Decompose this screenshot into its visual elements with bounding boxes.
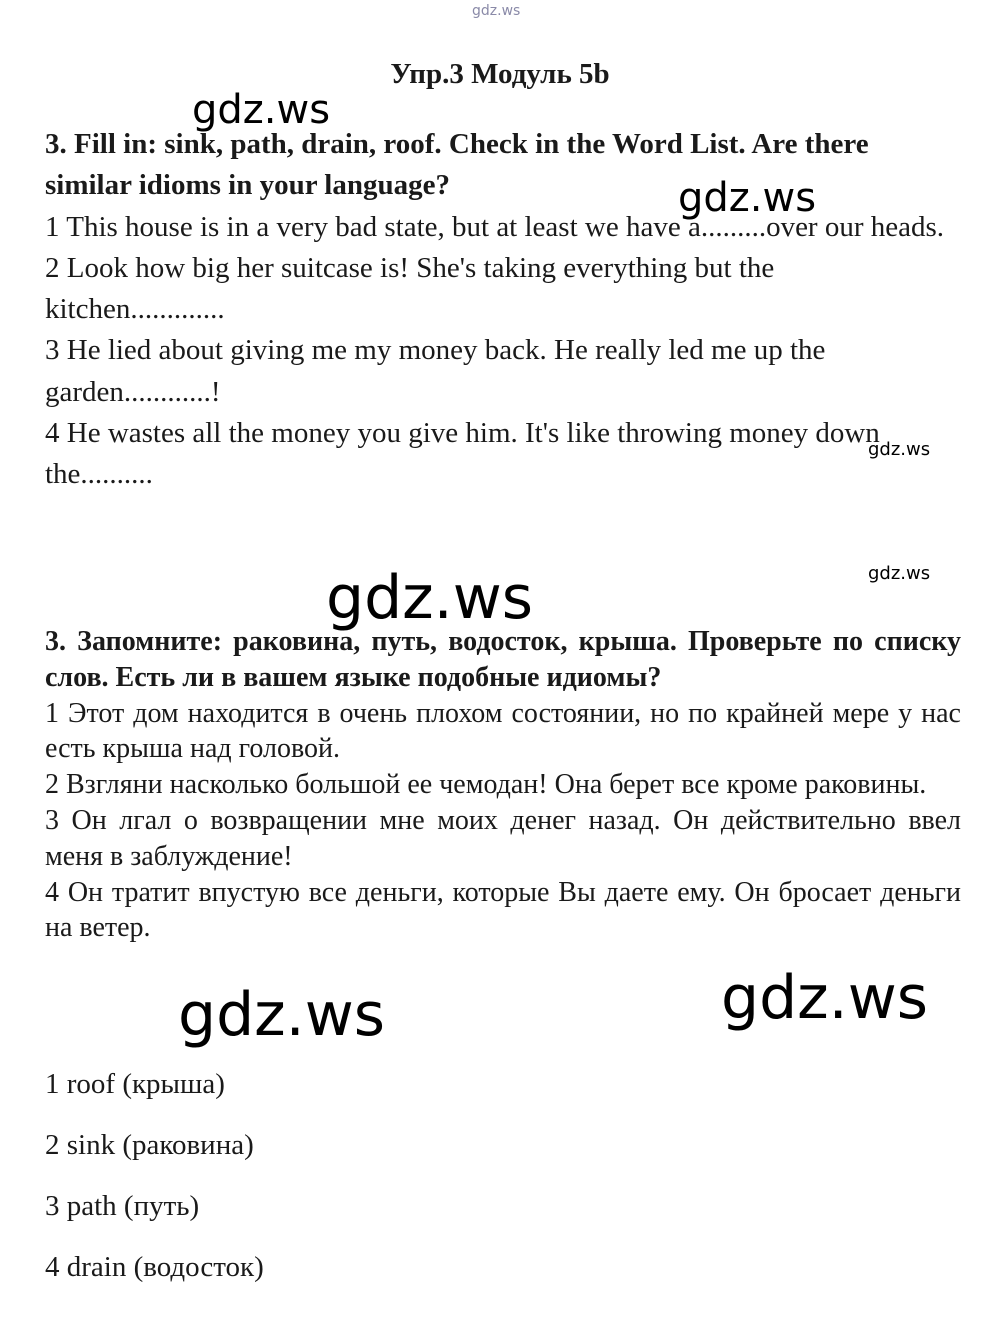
russian-heading: 3. Запомните: раковина, путь, водосток, крыша. Проверьте по списку слов. Есть ли в вашем языке подобные идиомы? xyxy=(45,626,961,693)
english-item: 2 Look how big her suitcase is! She's taking everything but the kitchen............. xyxy=(45,251,775,326)
watermark-top: gdz.ws xyxy=(472,3,521,19)
answer-item: 4 drain (водосток) xyxy=(45,1251,264,1283)
answer-item: 3 path (путь) xyxy=(45,1190,200,1222)
answer-item: 2 sink (раковина) xyxy=(45,1129,254,1161)
page-title: Упр.3 Модуль 5b xyxy=(390,58,610,90)
english-item: 3 He lied about giving me my money back. He really led me up the garden............! xyxy=(45,334,826,408)
watermark: gdz.ws xyxy=(192,87,331,133)
russian-item: 2 Взгляни насколько большой ее чемодан! Она берет все кроме раковины. xyxy=(45,769,927,801)
english-heading: 3. Fill in: sink, path, drain, roof. Check in the Word List. Are there similar idioms in your language? xyxy=(45,128,869,202)
watermark: gdz.ws xyxy=(868,439,931,460)
watermark: gdz.ws xyxy=(678,175,817,221)
english-exercise xyxy=(45,124,955,496)
russian-item: 3 Он лгал о возвращении мне моих денег назад. Он действительно ввел меня в заблуждение! xyxy=(45,804,961,872)
watermark: gdz.ws xyxy=(868,563,931,584)
russian-translation xyxy=(45,624,961,946)
watermark: gdz.ws xyxy=(326,563,534,633)
russian-item: 4 Он тратит впустую все деньги, которые Вы даете ему. Он бросает деньги на ветер. xyxy=(45,876,961,944)
watermark: gdz.ws xyxy=(721,963,929,1033)
watermark: gdz.ws xyxy=(178,980,386,1050)
english-item: 1 This house is in a very bad state, but at least we have a.........over our heads. xyxy=(45,210,945,243)
english-item: 4 He wastes all the money you give him. It's like throwing money down the.......... xyxy=(45,417,880,491)
answer-item: 1 roof (крыша) xyxy=(45,1068,225,1100)
russian-item: 1 Этот дом находится в очень плохом состоянии, но по крайней мере у нас есть крыша над головой. xyxy=(45,697,961,765)
